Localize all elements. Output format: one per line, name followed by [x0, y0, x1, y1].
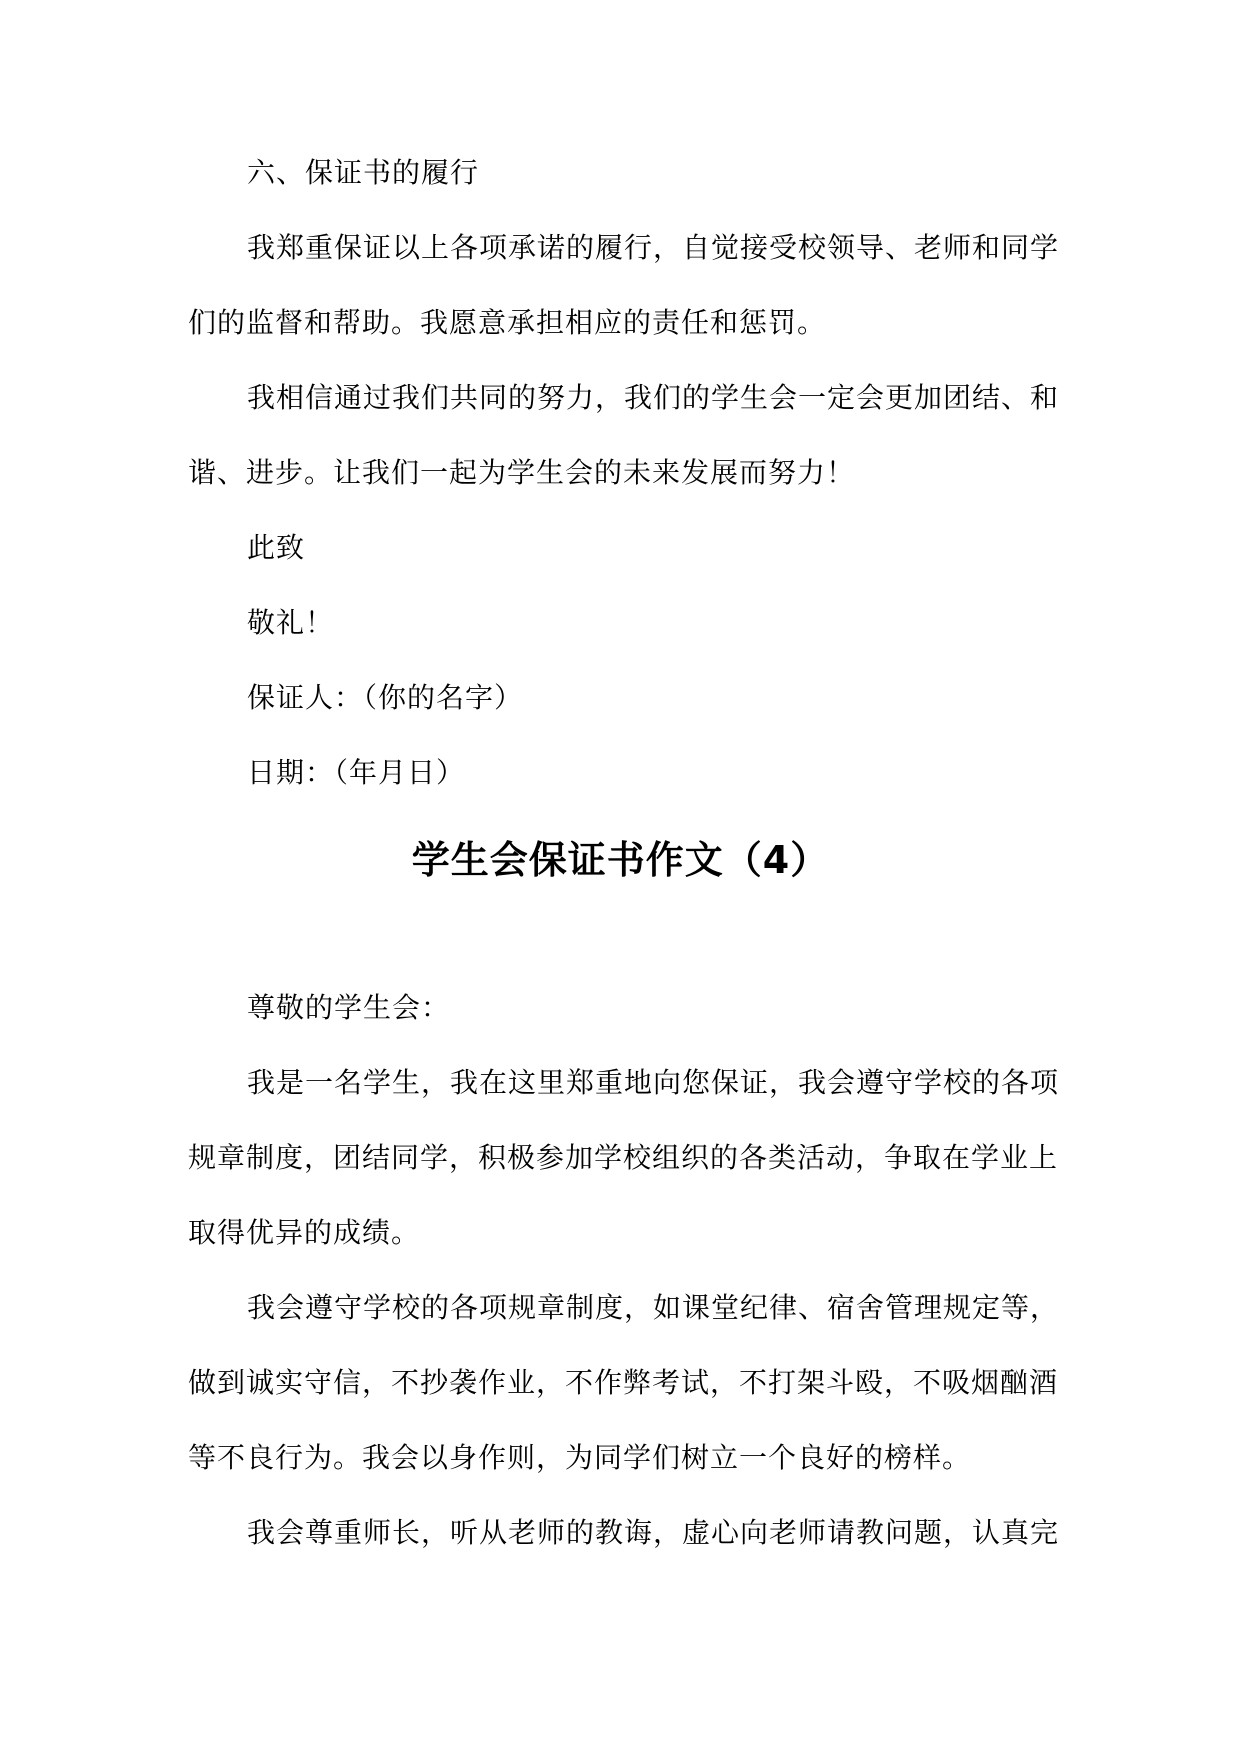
salutation: 尊敬的学生会：	[247, 991, 451, 1024]
paragraph-line: 我会尊重师长，听从老师的教诲，虚心向老师请教问题，认真完	[247, 1516, 1060, 1549]
paragraph-line: 我是一名学生，我在这里郑重地向您保证，我会遵守学校的各项	[247, 1066, 1060, 1099]
paragraph-line: 我相信通过我们共同的努力，我们的学生会一定会更加团结、和	[247, 381, 1060, 414]
paragraph-line: 我会遵守学校的各项规章制度，如课堂纪律、宿舍管理规定等，	[247, 1291, 1060, 1324]
paragraph-line: 取得优异的成绩。	[188, 1216, 421, 1249]
signer-line: 保证人：（你的名字）	[247, 681, 524, 714]
paragraph-line: 谐、进步。让我们一起为学生会的未来发展而努力！	[188, 456, 856, 489]
date-line: 日期：（年月日）	[247, 756, 466, 789]
closing-line: 此致	[247, 531, 306, 564]
paragraph-line: 等不良行为。我会以身作则，为同学们树立一个良好的榜样。	[188, 1441, 972, 1474]
paragraph-line: 们的监督和帮助。我愿意承担相应的责任和惩罚。	[188, 306, 827, 339]
paragraph-line: 规章制度，团结同学，积极参加学校组织的各类活动，争取在学业上	[188, 1141, 1059, 1174]
closing-line: 敬礼！	[247, 606, 335, 639]
paragraph-line: 做到诚实守信，不抄袭作业，不作弊考试，不打架斗殴，不吸烟酗酒	[188, 1366, 1059, 1399]
essay-title: 学生会保证书作文（4）	[411, 838, 830, 882]
paragraph-line: 我郑重保证以上各项承诺的履行，自觉接受校领导、老师和同学	[247, 231, 1060, 264]
section-heading: 六、保证书的履行	[247, 156, 480, 189]
